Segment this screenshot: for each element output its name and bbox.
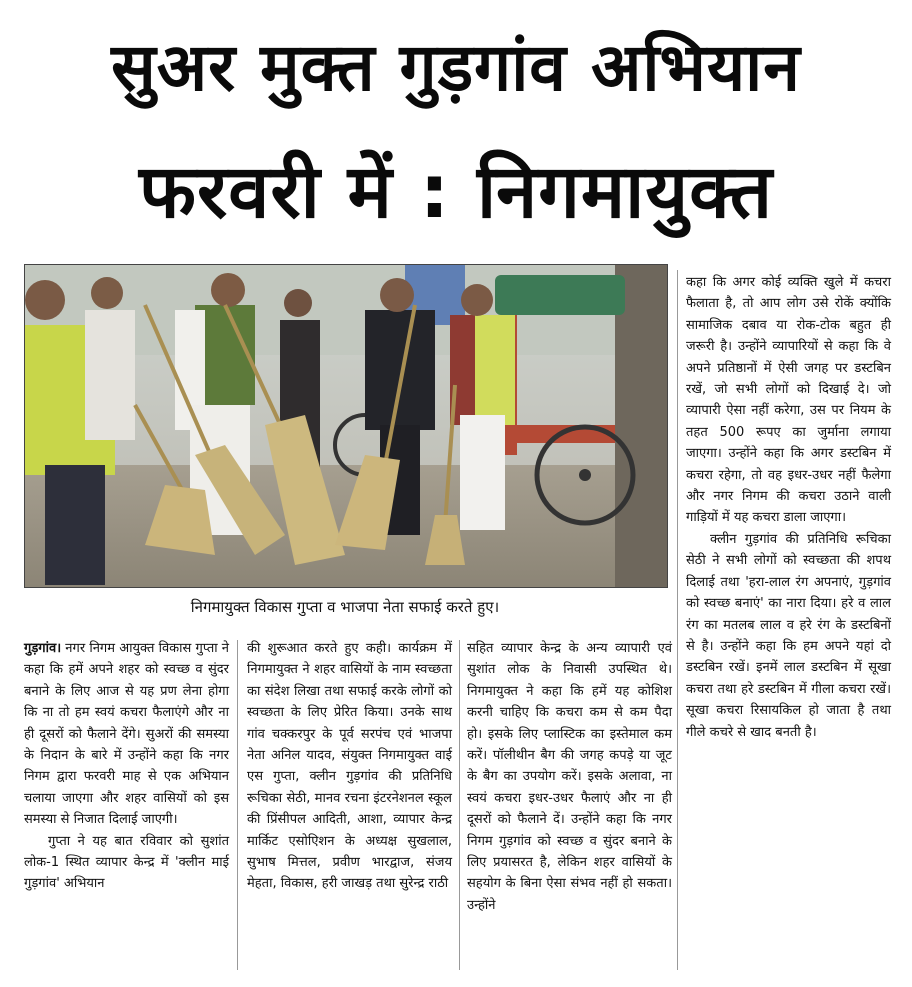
- article-column-3: [467, 638, 672, 916]
- column-divider: [677, 270, 678, 970]
- paragraph: गुप्ता ने यह बात रविवार को सुशांत लोक-1 स्थित व्यापार केन्द्र में 'क्लीन माई गुड़गांव' अभियान: [24, 833, 229, 892]
- news-photo: [24, 264, 668, 588]
- paragraph: की शुरूआत करते हुए कही। कार्यक्रम में निगमायुक्त ने शहर वासियों के नाम स्वच्छता का संदेश लिखा तथा सफाई करके लोगों को स्वच्छता के लिए प्रेरित किया। उनके साथ गांव चक्करपुर के पूर्व सरपंच एवं भाजपा नेता अनिल यादव, संयुक्त निगमायुक्त वाई एस गुप्ता, क्लीन गुड़गांव की प्रतिनिधि रूचिका सेठी, मानव रचना इंटरनेशनल स्कूल की प्रिंसीपल आदिती, आशा, व्यापार केन्द्र मार्किट एसोएिशन के अध्यक्ष सुखलाल, सुभाष मित्तल, प्रवीण भारद्वाज, संजय मेहता, विकास, हरी जाखड़ तथा सुरेन्द्र राठी: [247, 641, 452, 892]
- photo-illustration: [25, 265, 667, 587]
- paragraph: नगर निगम आयुक्त विकास गुप्ता ने कहा कि हमें अपने शहर को स्वच्छ व सुंदर बनाने के लिए आज से यह प्रण लेना होगा कि ना तो हम स्वयं कचरा फैलाएंगे और ना ही दूसरों को फैलाने देंगे। सुअरों की समस्या के निदान के बारे में उन्होंने कहा कि नगर निगम द्वारा फरवरी माह से एक अभियान चलाया जाएगा और शहर वासियों को इस समस्या से निजात दिलाई जाएगी।: [24, 641, 229, 828]
- article-column-4: [686, 272, 891, 743]
- paragraph: सहित व्यापार केन्द्र के अन्य व्यापारी एवं सुशांत लोक के निवासी उपस्थित थे। निगमायुक्त ने कहा कि हमें यह कोशिश करनी चाहिए कि कचरा कम से कम पैदा हो। इसके लिए प्लास्टिक का इस्तेमाल कम करें। पॉलीथीन बैग की जगह कपड़े या जूट के बैग का उपयोग करें। इसके अलावा, ना स्वयं कचरा इधर-उधर फैलाएं और ना ही दूसरों को फैलाने दें। उन्होंने कहा कि नगर निगम गुड़गांव को स्वच्छ व सुंदर बनाने के लिए प्रयासरत है, लेकिन शहर वासियों के सहयोग के बिना ऐसा संभव नहीं हो सकता। उन्होंने: [467, 641, 672, 913]
- paragraph: क्लीन गुड़गांव की प्रतिनिधि रूचिका सेठी ने सभी लोगों को स्वच्छता की शपथ दिलाई तथा 'हरा-लाल रंग अपनाएं, गुड़गांव को स्वच्छ बनाएं' का नारा दिया। हरे व लाल रंग का मतलब लाल व हरे रंग के डस्टबिनों से है। उन्होंने कहा कि हम अपने यहां दो डस्टबिन रखें। इनमें लाल डस्टबिन में सूखा कचरा तथा हरे डस्टबिन में गीला कचरा रखें। सूखा कचरा रिसायकिल हो जाता है तथा गीले कचरे से खाद बनती है।: [686, 531, 891, 740]
- headline-line-1: सुअर मुक्त गुड़गांव अभियान: [111, 29, 801, 106]
- column-divider: [237, 640, 238, 970]
- dateline: गुड़गांव।: [24, 641, 62, 656]
- paragraph: कहा कि अगर कोई व्यक्ति खुले में कचरा फैलाता है, तो आप लोग उसे रोकें क्योंकि सामाजिक दबाव या रोक-टोक बहुत ही जरूरी है। उन्होंने व्यापारियों से कहा कि वे अपने प्रतिष्ठानों में ऐसी जगह पर डस्टबिन रखें, जो सभी लोगों को दिखाई दे। जो व्यापारी ऐसा नहीं करेगा, उस पर नियम के तहत 500 रूपए का जुर्माना लगाया जाएगा। उन्होंने कहा कि अगर डस्टबिन में कचरा रहेगा, तो वह इधर-उधर नहीं फैलेगा और नगर निगम की कचरा उठाने वाली गाड़ियों में यह कचरा डाला जाएगा।: [686, 275, 891, 526]
- article-column-2: [247, 638, 452, 895]
- column-divider: [459, 640, 460, 970]
- headline-line-2: फरवरी में : निगमायुक्त: [138, 149, 774, 235]
- photo-caption: निगमायुक्त विकास गुप्ता व भाजपा नेता सफाई करते हुए।: [190, 598, 500, 616]
- article-column-1: [24, 638, 229, 895]
